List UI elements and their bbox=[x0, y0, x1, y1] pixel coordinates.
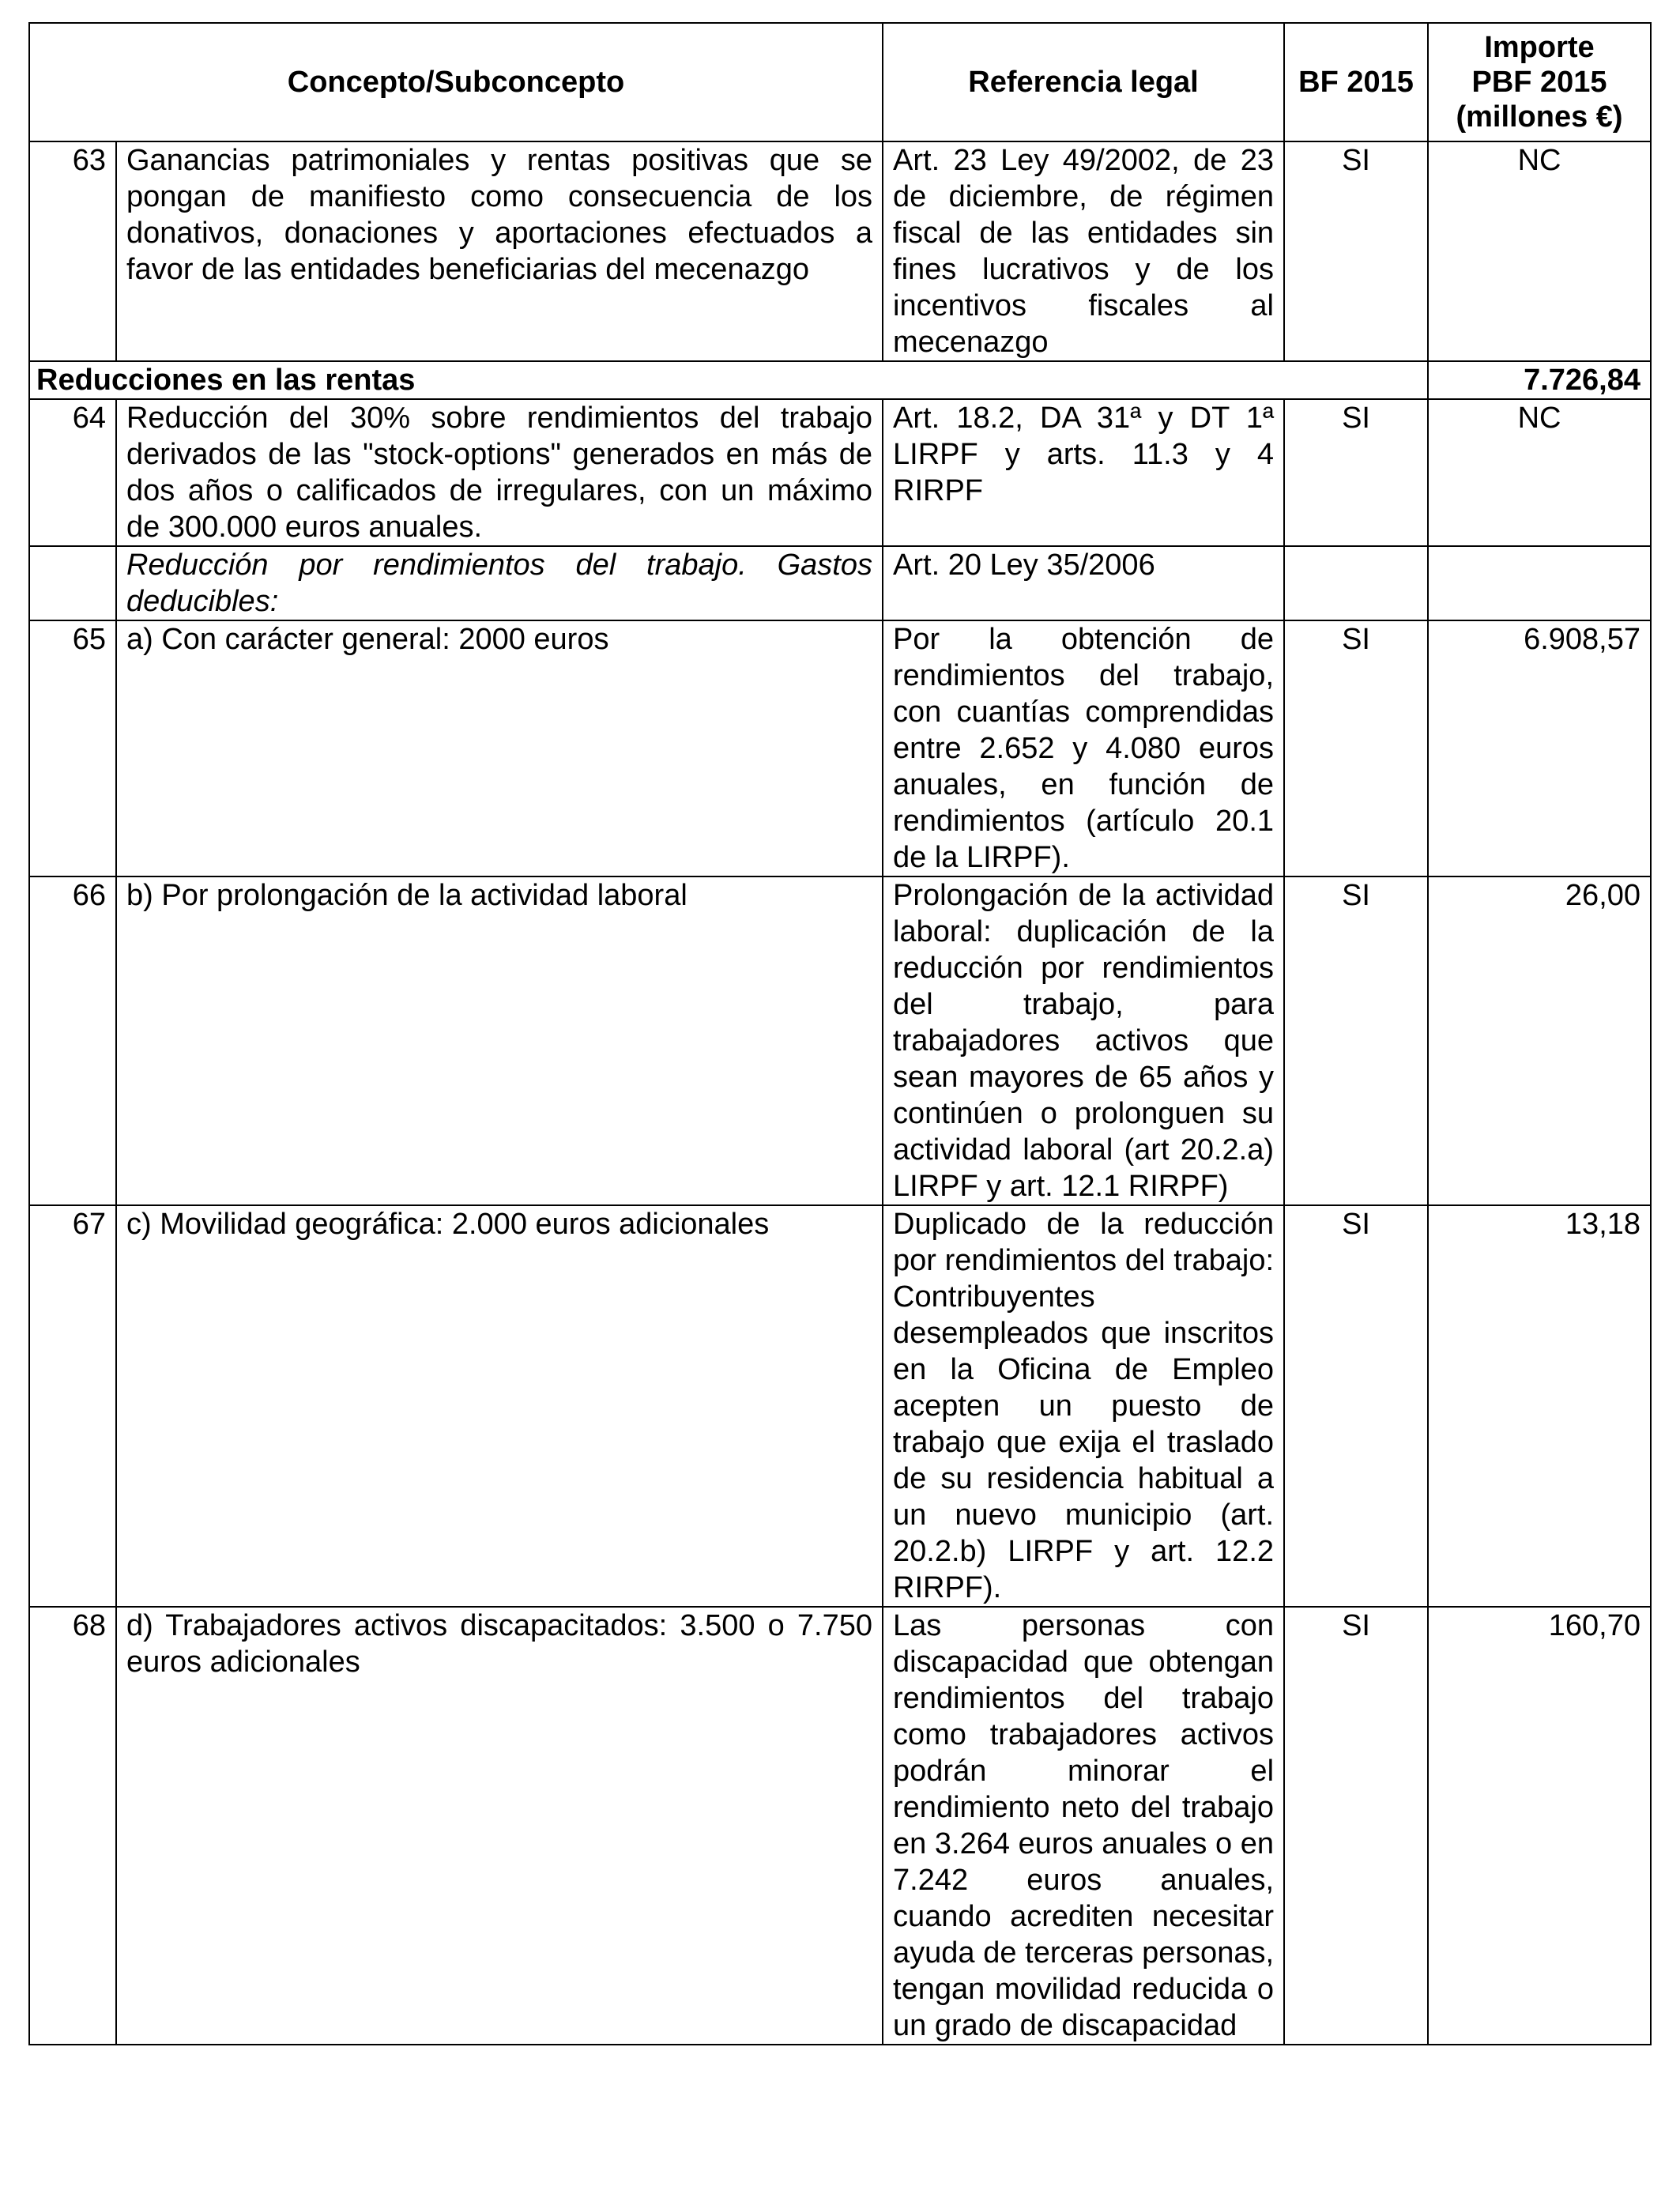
subheading-row bbox=[29, 546, 1651, 620]
section-total: 7.726,84 bbox=[1428, 361, 1651, 399]
row-importe: NC bbox=[1428, 141, 1651, 361]
subheading-legal-reference: Art. 20 Ley 35/2006 bbox=[883, 546, 1284, 620]
table-row bbox=[29, 1205, 1651, 1607]
row-concept: b) Por prolongación de la actividad laboral bbox=[116, 876, 883, 1205]
row-legal-reference: Duplicado de la reducción por rendimientos del trabajo: Contribuyentes desempleados que inscritos en la Oficina de Empleo acepten un puesto de trabajo que exija el traslado de su residencia habitual a un nuevo municipio (art. 20.2.b) LIRPF y art. 12.2 RIRPF). bbox=[883, 1205, 1284, 1607]
header-importe-line3: (millones €) bbox=[1456, 100, 1623, 134]
row-bf: SI bbox=[1284, 620, 1428, 876]
row-bf: SI bbox=[1284, 141, 1428, 361]
table-row bbox=[29, 1607, 1651, 2045]
row-importe: 6.908,57 bbox=[1428, 620, 1651, 876]
row-number: 64 bbox=[29, 399, 116, 546]
row-importe: 26,00 bbox=[1428, 876, 1651, 1205]
header-importe-line1: Importe bbox=[1484, 31, 1595, 64]
table-header-row bbox=[29, 23, 1651, 141]
row-importe: 13,18 bbox=[1428, 1205, 1651, 1607]
row-bf: SI bbox=[1284, 399, 1428, 546]
table-row bbox=[29, 141, 1651, 361]
row-number: 65 bbox=[29, 620, 116, 876]
table-row bbox=[29, 620, 1651, 876]
row-concept: Ganancias patrimoniales y rentas positivas que se pongan de manifiesto como consecuencia de los donativos, donaciones y aportaciones efectuados a favor de las entidades beneficiarias del mecenazgo bbox=[116, 141, 883, 361]
row-bf: SI bbox=[1284, 1607, 1428, 2045]
row-concept: c) Movilidad geográfica: 2.000 euros adicionales bbox=[116, 1205, 883, 1607]
table-row bbox=[29, 876, 1651, 1205]
header-bf: BF 2015 bbox=[1284, 23, 1428, 141]
row-legal-reference: Art. 23 Ley 49/2002, de 23 de diciembre, de régimen fiscal de las entidades sin fines lucrativos y de los incentivos fiscales al mecenazgo bbox=[883, 141, 1284, 361]
header-importe bbox=[1428, 23, 1651, 141]
section-row bbox=[29, 361, 1651, 399]
row-importe: 160,70 bbox=[1428, 1607, 1651, 2045]
row-number: 63 bbox=[29, 141, 116, 361]
row-number: 68 bbox=[29, 1607, 116, 2045]
header-concept: Concepto/Subconcepto bbox=[29, 23, 883, 141]
row-legal-reference: Prolongación de la actividad laboral: duplicación de la reducción por rendimientos del trabajo, para trabajadores activos que sean mayores de 65 años y continúen o prolonguen su actividad laboral (art 20.2.a) LIRPF y art. 12.1 RIRPF) bbox=[883, 876, 1284, 1205]
row-concept: a) Con carácter general: 2000 euros bbox=[116, 620, 883, 876]
row-number: 67 bbox=[29, 1205, 116, 1607]
row-bf: SI bbox=[1284, 1205, 1428, 1607]
row-legal-reference: Las personas con discapacidad que obtengan rendimientos del trabajo como trabajadores activos podrán minorar el rendimiento neto del trabajo en 3.264 euros anuales o en 7.242 euros anuales, cuando acrediten necesitar ayuda de terceras personas, tengan movilidad reducida o un grado de discapacidad bbox=[883, 1607, 1284, 2045]
row-number-empty bbox=[29, 546, 116, 620]
header-ref: Referencia legal bbox=[883, 23, 1284, 141]
row-legal-reference: Por la obtención de rendimientos del trabajo, con cuantías comprendidas entre 2.652 y 4.080 euros anuales, en función de rendimientos (artículo 20.1 de la LIRPF). bbox=[883, 620, 1284, 876]
row-importe: NC bbox=[1428, 399, 1651, 546]
section-title: Reducciones en las rentas bbox=[29, 361, 1428, 399]
row-number: 66 bbox=[29, 876, 116, 1205]
table-row bbox=[29, 399, 1651, 546]
row-bf: SI bbox=[1284, 876, 1428, 1205]
tax-benefits-table bbox=[28, 22, 1652, 2045]
row-concept: Reducción del 30% sobre rendimientos del trabajo derivados de las "stock-options" generados en más de dos años o calificados de irregulares, con un máximo de 300.000 euros anuales. bbox=[116, 399, 883, 546]
row-legal-reference: Art. 18.2, DA 31ª y DT 1ª LIRPF y arts. 11.3 y 4 RIRPF bbox=[883, 399, 1284, 546]
header-importe-line2: PBF 2015 bbox=[1471, 66, 1607, 99]
subheading-concept: Reducción por rendimientos del trabajo. Gastos deducibles: bbox=[116, 546, 883, 620]
row-concept: d) Trabajadores activos discapacitados: 3.500 o 7.750 euros adicionales bbox=[116, 1607, 883, 2045]
row-bf-empty bbox=[1284, 546, 1428, 620]
row-importe-empty bbox=[1428, 546, 1651, 620]
